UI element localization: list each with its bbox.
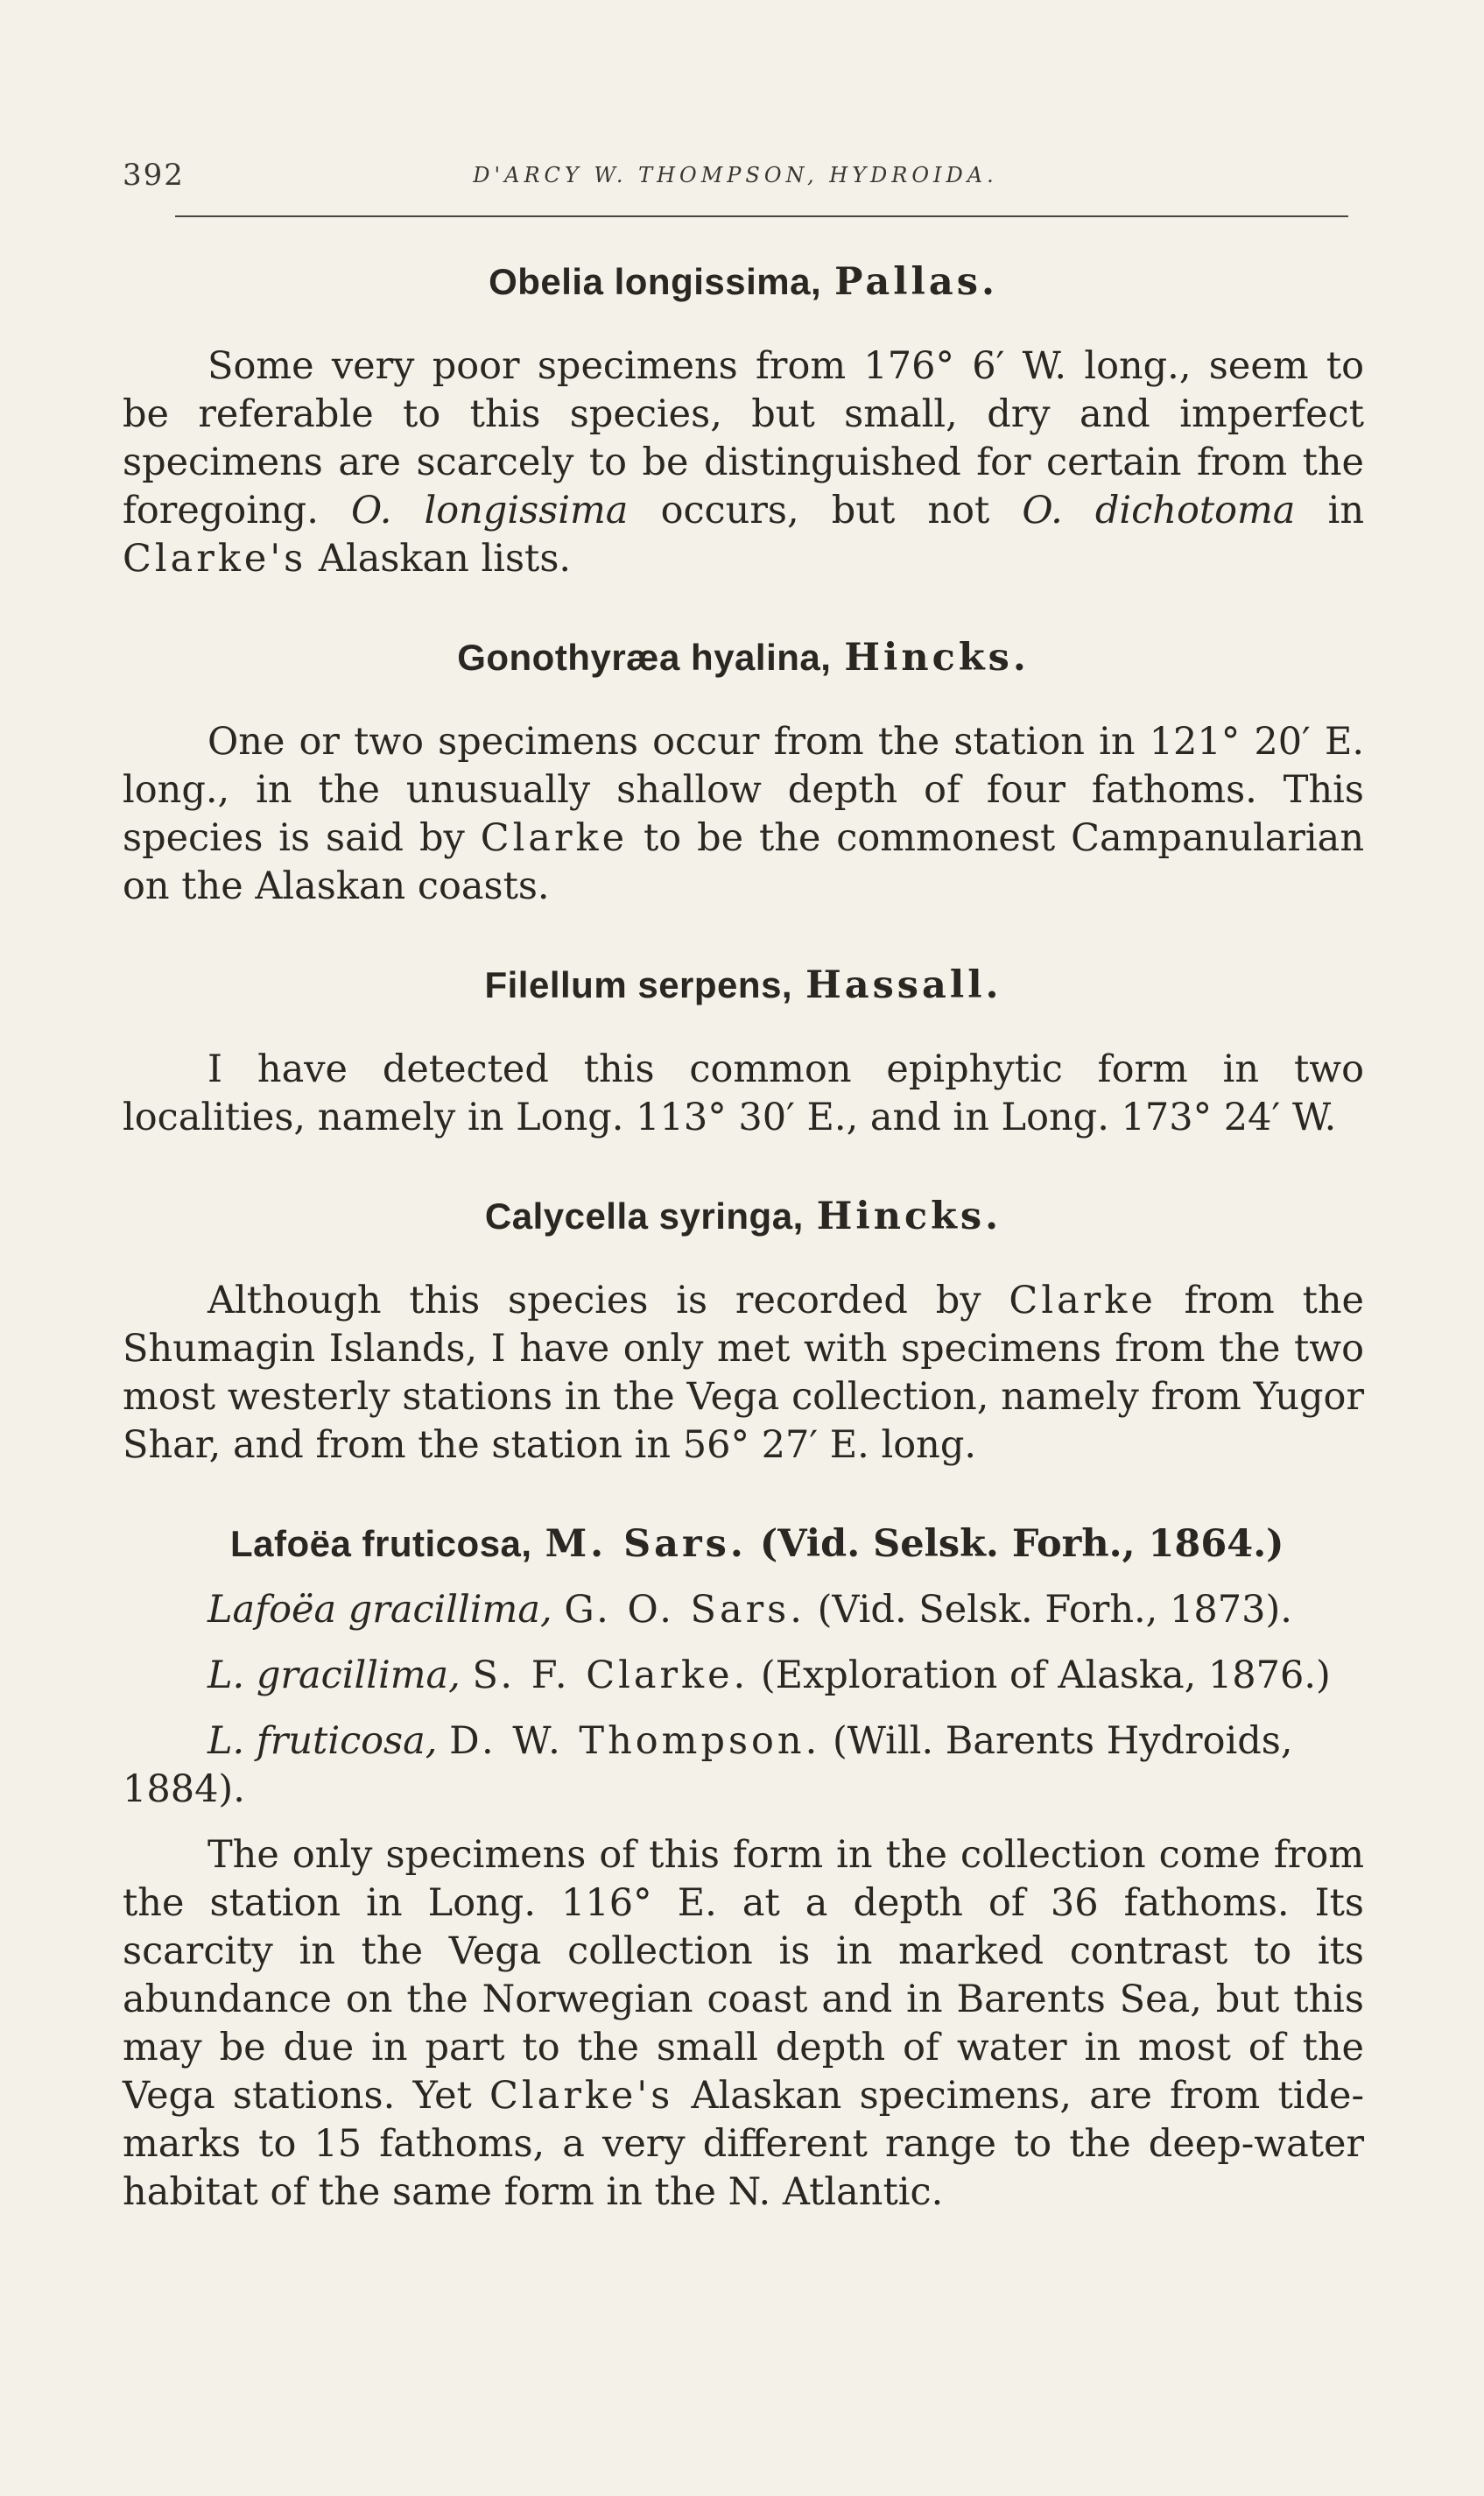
species-name: Calycella syringa, (484, 1195, 804, 1237)
spaced-author: Clarke's (123, 536, 307, 581)
species-authority: Hincks. (816, 1194, 1002, 1238)
species-heading-gonothyraea (123, 634, 1364, 683)
species-authority: Hassall. (805, 962, 1002, 1007)
species-name: Obelia longissima, (489, 261, 822, 302)
header-rule (175, 215, 1348, 217)
species-authority: M. Sars. (545, 1521, 747, 1566)
running-title: D'ARCY W. THOMPSON, HYDROIDA. (473, 163, 998, 187)
synonym-line (123, 1652, 1364, 1700)
text-run: Alaskan lists. (306, 536, 572, 581)
main-content (123, 258, 1364, 2217)
species-paragraph (123, 342, 1364, 583)
synonym-line (123, 1717, 1364, 1814)
species-heading-obelia (123, 258, 1364, 307)
synonym-author: S. F. Clarke. (472, 1653, 749, 1698)
synonym-name: L. fruticosa, (207, 1719, 438, 1764)
synonym-author: D. W. Thompson. (449, 1719, 821, 1764)
spaced-author: Clarke (1009, 1278, 1157, 1322)
text-run: in (1295, 488, 1365, 532)
text-run: to be the commonest Campanularian on the Alaskan coasts. (123, 815, 1365, 908)
species-heading-calycella (123, 1193, 1364, 1242)
spaced-author: Clarke (480, 815, 629, 860)
synonym-name: L. gracillima, (207, 1653, 461, 1698)
species-authority: Pallas. (834, 260, 998, 304)
synonym-line (123, 1586, 1364, 1634)
text-run: occurs, but not (628, 488, 1023, 532)
text-run: Alaskan specimens, are from tide-marks to 15 fathoms, a very different range to the deep-water habitat of the same form in the N. Atlantic. (123, 2074, 1364, 2215)
species-paragraph (123, 1831, 1364, 2217)
synonym-reference: (Exploration of Alaska, 1876.) (749, 1653, 1331, 1698)
species-paragraph (123, 718, 1364, 911)
page-number: 392 (123, 158, 185, 193)
italic-name: O. dichotoma (1022, 488, 1296, 532)
species-heading-lafoea (123, 1520, 1364, 1569)
species-paragraph (123, 1046, 1364, 1142)
text-run: The only specimens of this form in the collection come from the station in Long. 116° E. at a depth of 36 fathoms. Its scarcity in the Vega collection is in marked contrast to its abundance on the Norwegian coast and in Barents Sea, but this may be due in part to the small depth of water in most of the Vega stations. Yet (123, 1833, 1364, 2119)
synonym-author: G. O. Sars. (564, 1588, 805, 1632)
species-heading-filellum (123, 962, 1364, 1011)
text-run: I have detected this common epiphytic form in two localities, namely in Long. 113° 30′ E., and in Long. 173° 24′ W. (123, 1047, 1364, 1139)
italic-name: O. longissima (351, 488, 629, 532)
species-reference: (Vid. Selsk. Forh., 1864.) (746, 1521, 1284, 1566)
species-name: Gonothyræa hyalina, (457, 636, 832, 678)
text-run: from the Shumagin Islands, I have only met with specimens from the two most westerly stations in the Vega collection, namely from Yugor Shar, and from the station in 56° 27′ E. long. (123, 1278, 1364, 1467)
species-authority: Hincks. (844, 635, 1030, 680)
synonym-reference: (Will. Barents Hydroids, 1884). (123, 1719, 1293, 1812)
species-name: Lafoëa fruticosa, (230, 1522, 532, 1564)
species-name: Filellum serpens, (484, 963, 793, 1005)
synonym-name: Lafoëa gracillima, (207, 1588, 552, 1632)
synonym-reference: (Vid. Selsk. Forh., 1873). (805, 1588, 1292, 1632)
text-run: Although this species is recorded by (207, 1278, 1009, 1322)
running-head (123, 158, 1348, 198)
spaced-author: Clarke's (489, 2074, 674, 2119)
text-run: One or two specimens occur from the station in 121° 20′ E. long., in the unusually shallow depth of four fathoms. This species is said by (123, 719, 1364, 860)
species-paragraph (123, 1277, 1364, 1470)
text-run: Some very poor specimens from 176° 6′ W. long., seem to be referable to this species, but small, dry and imperfect specimens are scarcely to be distinguished for certain from the foregoing. (123, 343, 1364, 532)
